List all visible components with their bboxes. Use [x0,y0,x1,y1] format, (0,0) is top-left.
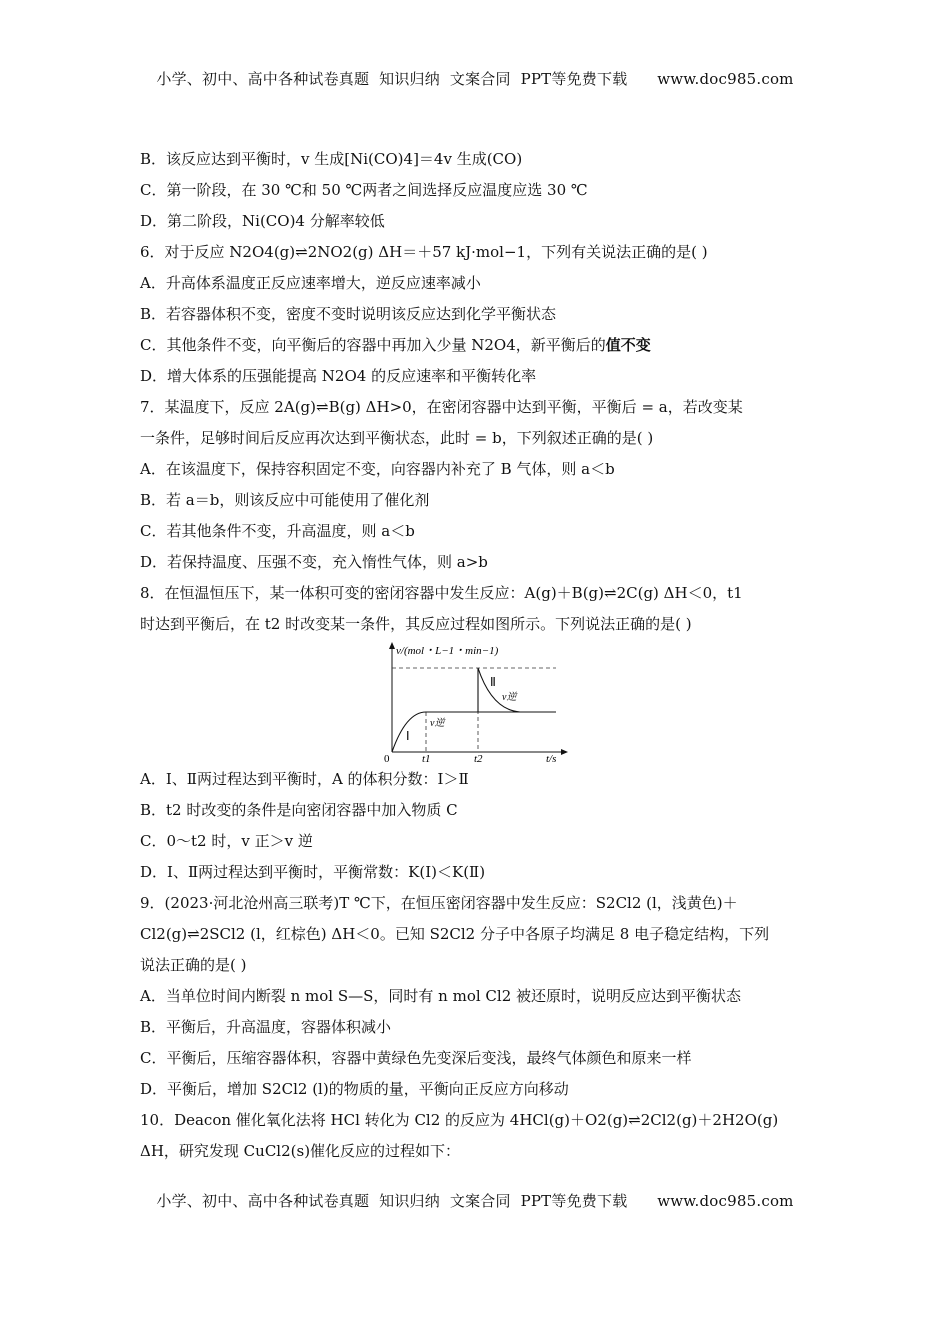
question-8-stem-2: 时达到平衡后，在 t2 时改变某一条件，其反应过程如图所示。下列说法正确的是( ) [140,615,692,633]
page-footer: 小学、初中、高中各种试卷真题 知识归纳 文案合同 PPT等免费下载 www.doc985.com [156,1192,794,1210]
question-6-stem: 6．对于反应 N2O4(g)⇌2NO2(g) ΔH＝＋57 kJ·mol−1，下列有关说法正确的是( ) [140,243,708,261]
question-10-stem-1: 10．Deacon 催化氧化法将 HCl 转化为 Cl2 的反应为 4HCl(g)＋O2(g)⇌2Cl2(g)＋2H2O(g) [140,1111,779,1129]
option-6c [140,330,812,361]
option-8d: D．Ⅰ、Ⅱ两过程达到平衡时，平衡常数：K(Ⅰ)＜K(Ⅱ) [140,863,486,881]
option-9c: C．平衡后，压缩容器体积，容器中黄绿色先变深后变浅，最终气体颜色和原来一样 [140,1049,692,1067]
region-label-I: Ⅰ [406,729,410,743]
option-6a: A．升高体系温度正反应速率增大，逆反应速率减小 [140,274,481,292]
origin-label: 0 [384,753,390,764]
curve-label-I: v逆 [430,718,445,729]
rate-time-figure [140,640,812,764]
option-7d: D．若保持温度、压强不变，充入惰性气体，则 a>b [140,553,488,571]
x-axis-label: t/s [546,753,557,764]
option-8b: B．t2 时改变的条件是向密闭容器中加入物质 C [140,801,458,819]
option-7a: A．在该温度下，保持容积固定不变，向容器内补充了 B 气体，则 a＜b [140,460,615,478]
tick-t1: t1 [422,753,431,764]
option-7b: B．若 a＝b，则该反应中可能使用了催化剂 [140,491,430,509]
option-6b: B．若容器体积不变，密度不变时说明该反应达到化学平衡状态 [140,305,557,323]
y-axis-arrow [389,642,395,649]
question-9-stem-2: Cl2(g)⇌2SCl2 (l，红棕色) ΔH＜0。已知 S2Cl2 分子中各原子均满足 8 电子稳定结构，下列 [140,925,770,943]
question-9-stem-1: 9．(2023·河北沧州高三联考)T ℃下，在恒压密闭容器中发生反应：S2Cl2 (l，浅黄色)＋ [140,894,738,912]
option-8a: A．Ⅰ、Ⅱ两过程达到平衡时，A 的体积分数：Ⅰ＞Ⅱ [140,770,469,788]
option-8c: C．0～t2 时，v 正＞v 逆 [140,832,313,850]
question-body [140,144,812,1167]
question-9-stem-3: 说法正确的是( ) [140,956,247,974]
option-9b: B．平衡后，升高温度，容器体积减小 [140,1018,392,1036]
region-label-II: Ⅱ [490,675,496,689]
option-5b: B．该反应达到平衡时，v 生成[Ni(CO)4]＝4v 生成(CO) [140,150,523,168]
option-7c: C．若其他条件不变，升高温度，则 a＜b [140,522,415,540]
option-9a: A．当单位时间内断裂 n mol S—S，同时有 n mol Cl2 被还原时，说明反应达到平衡状态 [140,987,742,1005]
option-5d: D．第二阶段，Ni(CO)4 分解率较低 [140,212,385,230]
curve-label-II: v逆 [502,692,517,703]
question-10-stem-2: ΔH，研究发现 CuCl2(s)催化反应的过程如下： [140,1142,461,1160]
question-8-stem-1: 8．在恒温恒压下，某一体积可变的密闭容器中发生反应：A(g)＋B(g)⇌2C(g) ΔH＜0，t1 [140,584,743,602]
option-5c: C．第一阶段，在 30 ℃和 50 ℃两者之间选择反应温度应选 30 ℃ [140,181,588,199]
y-axis-label: v/(mol・L−1・min−1) [396,645,499,657]
option-9d: D．平衡后，增加 S2Cl2 (l)的物质的量，平衡向正反应方向移动 [140,1080,569,1098]
option-6c-text: C．其他条件不变，向平衡后的容器中再加入少量 N2O4，新平衡后的 [140,336,606,354]
question-7-stem-1: 7．某温度下，反应 2A(g)⇌B(g) ΔH>0，在密闭容器中达到平衡，平衡后 = a，若改变某 [140,398,743,416]
question-7-stem-2: 一条件，足够时间后反应再次达到平衡状态，此时 = b，下列叙述正确的是( ) [140,429,654,447]
page-header: 小学、初中、高中各种试卷真题 知识归纳 文案合同 PPT等免费下载 www.doc985.com [156,70,794,88]
option-6d: D．增大体系的压强能提高 N2O4 的反应速率和平衡转化率 [140,367,537,385]
curve-II [478,668,520,712]
option-6c-bold: 值不变 [605,336,651,354]
x-axis-arrow [561,749,568,755]
tick-t2: t2 [474,753,483,764]
rate-time-chart [380,640,580,764]
